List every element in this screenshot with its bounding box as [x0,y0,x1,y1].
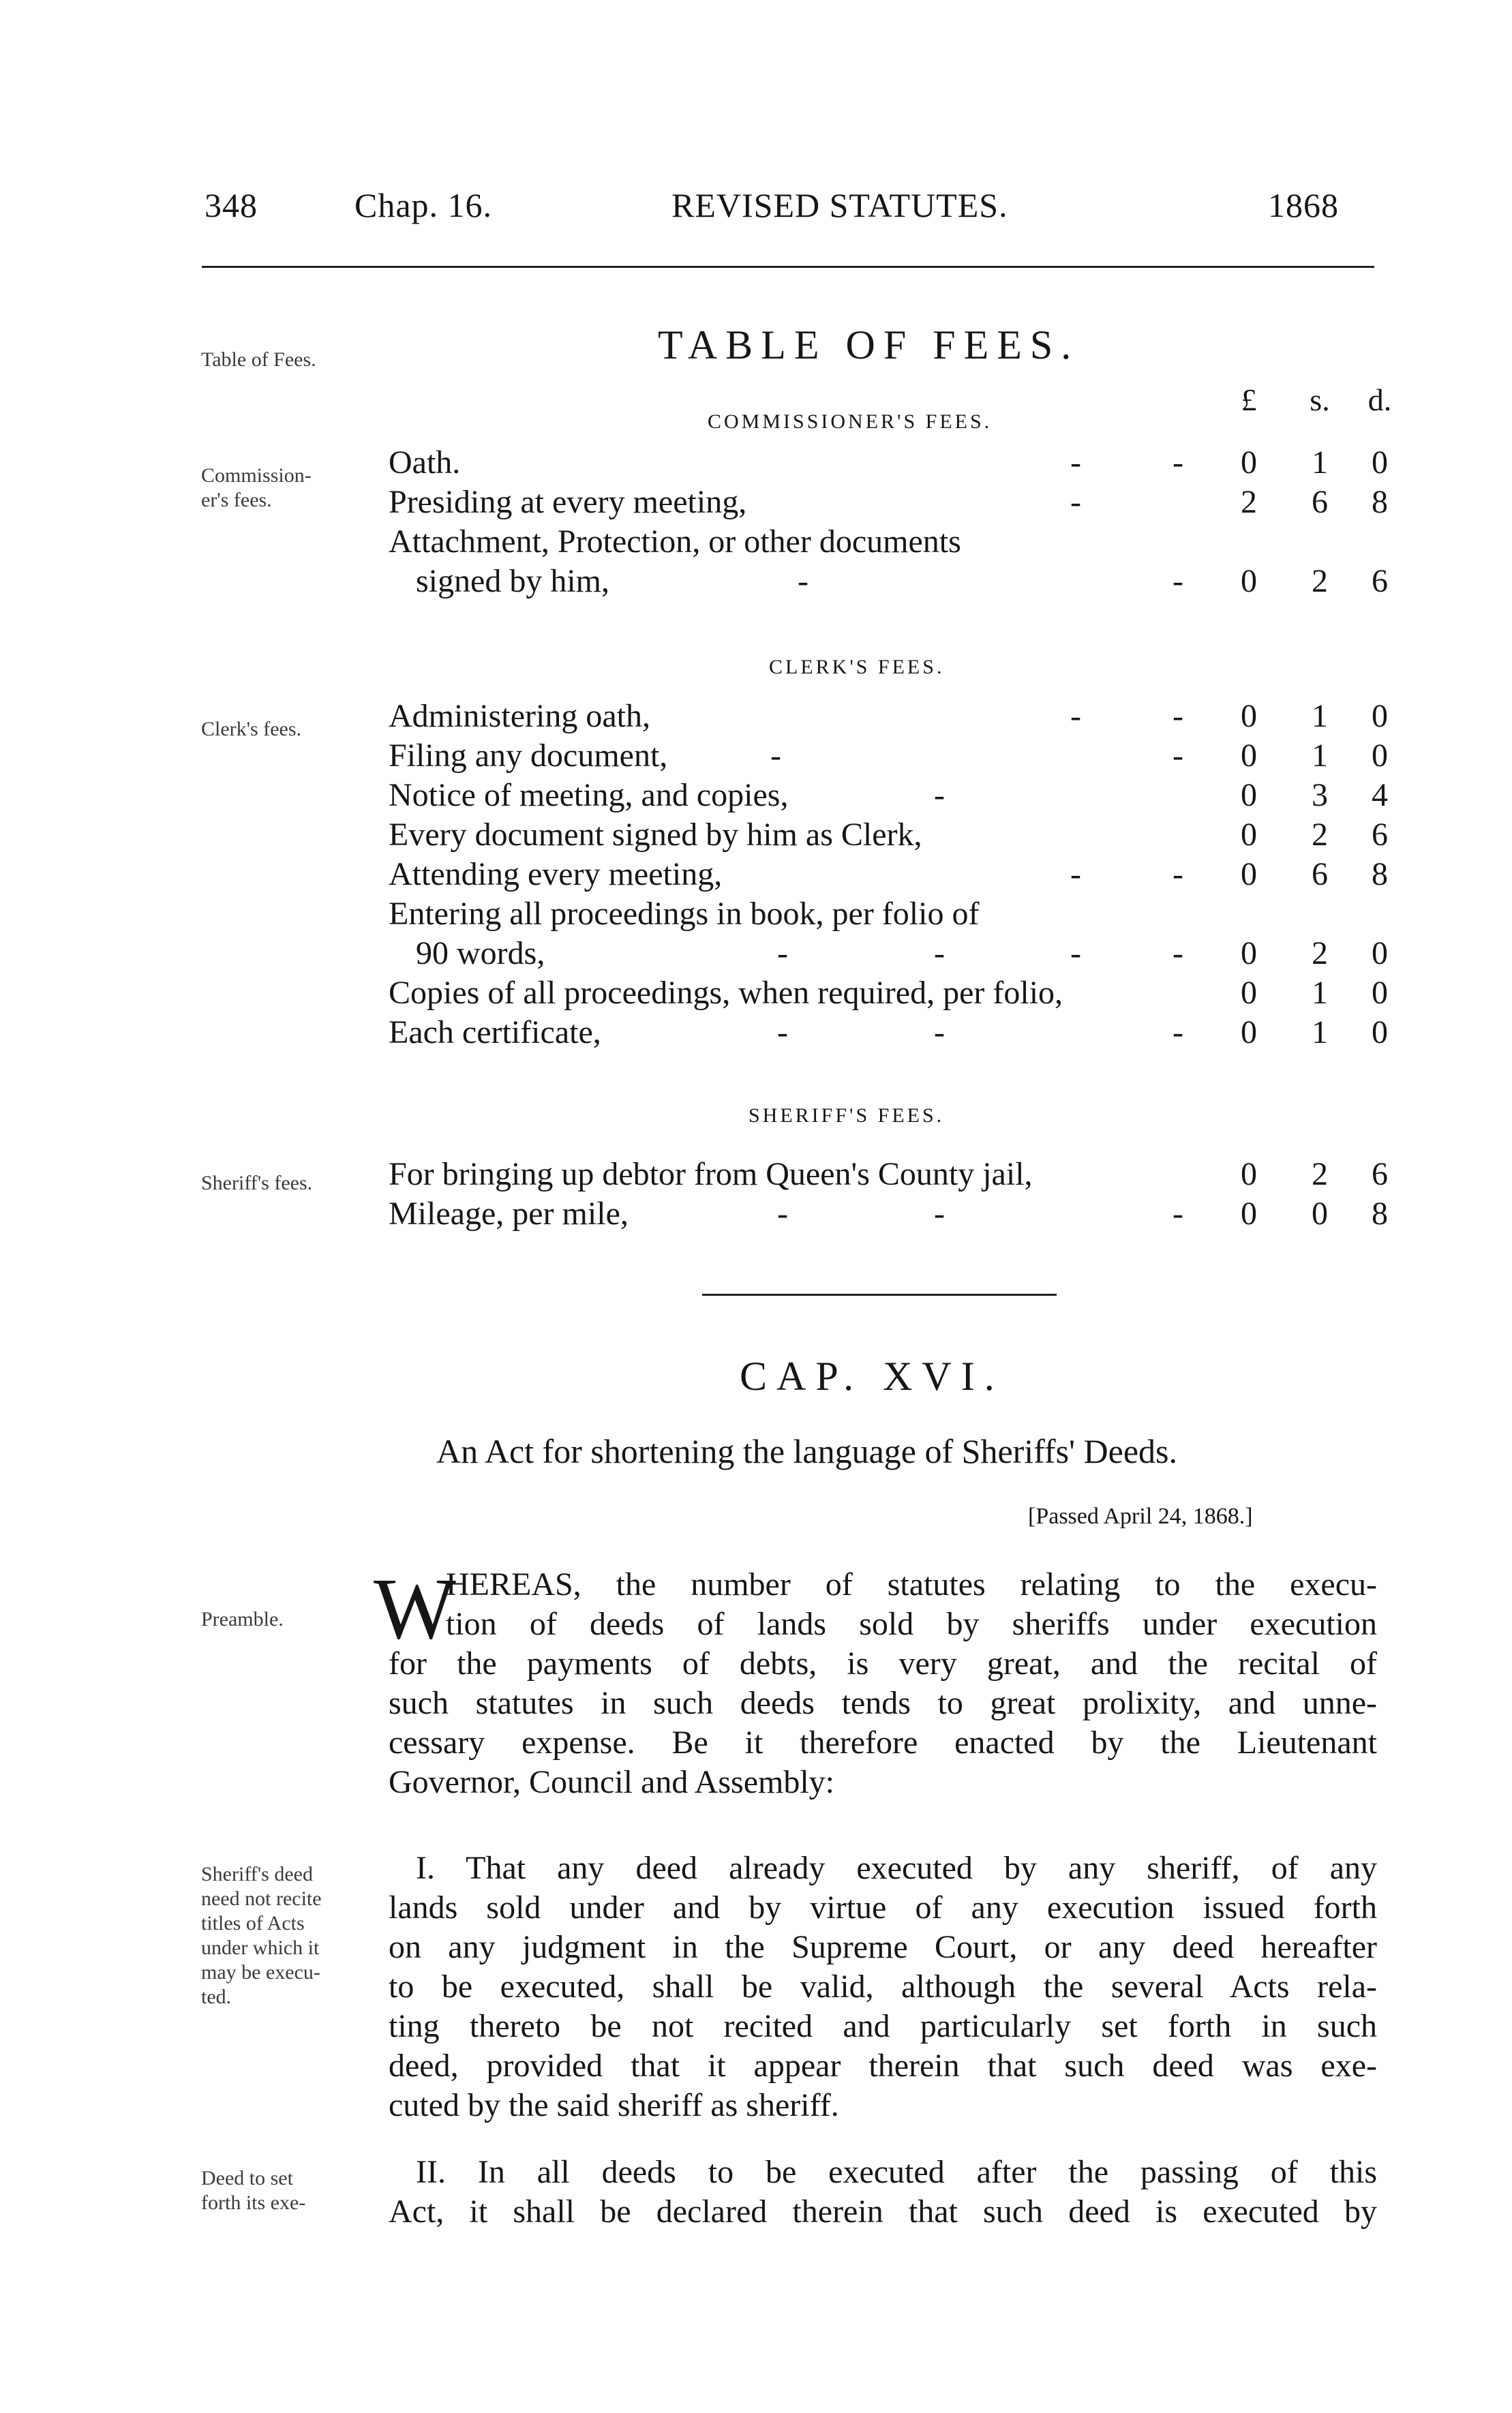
fee-row: Copies of all proceedings, when required, per folio, 0 1 0 [389,975,1388,1011]
act-title: An Act for shortening the language of Sheriffs' Deeds. [436,1432,1177,1470]
clerks-fees-heading: CLERK'S FEES. [769,656,945,678]
sidenote-sheriffs-fees: Sheriff's fees. [201,1172,313,1194]
currency-pounds: £ [1241,382,1257,417]
section-divider [702,1294,1057,1296]
sidenote-table-of-fees: Table of Fees. [201,348,316,371]
fee-row: For bringing up debtor from Queen's County jail, 0 2 6 [389,1156,1388,1192]
currency-pence: d. [1367,382,1392,417]
sidenote-clerks-fees: Clerk's fees. [201,718,302,740]
table-of-fees-title: TABLE OF FEES. [658,322,1080,367]
fee-row: Entering all proceedings in book, per folio of [389,896,980,932]
sidenote-section-2: Deed to set forth its exe- [201,2167,306,2214]
fee-row: Filing any document, - - 0 1 0 [389,738,1388,774]
passed-date: [Passed April 24, 1868.] [1028,1504,1253,1529]
sidenote-section-1: Sheriff's deed need not recite titles of Acts under which it may be execu- ted. [201,1863,322,2008]
fee-row-continued: 90 words, - - - - 0 2 0 [416,935,1388,971]
fee-row: Administering oath, - - 0 1 0 [389,698,1388,734]
section-1-paragraph: I. That any deed already executed by any sheriff, of any lands sold under and by virtue of any execution issued forth on any judgment in the Supreme Court, or any deed hereafter to be executed, shall be valid, although the several Acts rela- ting thereto be not recited and particularly set forth in such deed, provided that it appear therein that such deed was exe- cuted by the said sheriff as sheriff. [389,1850,1377,2123]
fee-row: Mileage, per mile, - - - 0 0 8 [389,1196,1388,1232]
drop-cap: W [374,1560,456,1657]
sheriffs-fees-heading: SHERIFF'S FEES. [749,1104,945,1127]
fee-row: Attachment, Protection, or other documents [389,523,961,560]
sidenote-commissioners-fees: Commission- er's fees. [201,464,312,511]
fee-row: Attending every meeting, - - 0 6 8 [389,856,1388,892]
commissioners-fees-heading: COMMISSIONER'S FEES. [708,410,993,433]
running-title: REVISED STATUTES. [671,186,1008,224]
year-label: 1868 [1268,186,1339,224]
fee-row: Oath. - - 0 1 0 [389,444,1388,481]
currency-shillings: s. [1310,382,1330,417]
page-number: 348 [205,186,258,224]
sidenote-preamble: Preamble. [201,1608,284,1630]
fee-row-continued: signed by him, - - 0 2 6 [416,563,1388,599]
fee-row: Each certificate, - - - 0 1 0 [389,1014,1388,1050]
header-rule [202,266,1374,268]
fee-row: Notice of meeting, and copies, - 0 3 4 [389,777,1388,813]
fee-row: Presiding at every meeting, - 2 6 8 [389,484,1388,520]
fee-row: Every document signed by him as Clerk, 0 2 6 [389,817,1388,853]
chapter-label: Chap. 16. [354,186,493,224]
preamble-paragraph: HEREAS, the number of statutes relating to the execu- tion of deeds of lands sold by sheriffs under execution for the payments of debts, is very great, and the recital of such statutes in such deeds tends to great prolixity, and unne- cessary expense. Be it therefore enacted by the Lieutenant Governor, Council and Assembly: [389,1566,1377,1800]
section-2-paragraph: II. In all deeds to be executed after the passing of this Act, it shall be declared therein that such deed is executed by [389,2154,1377,2230]
cap-heading: CAP. XVI. [740,1354,1004,1399]
